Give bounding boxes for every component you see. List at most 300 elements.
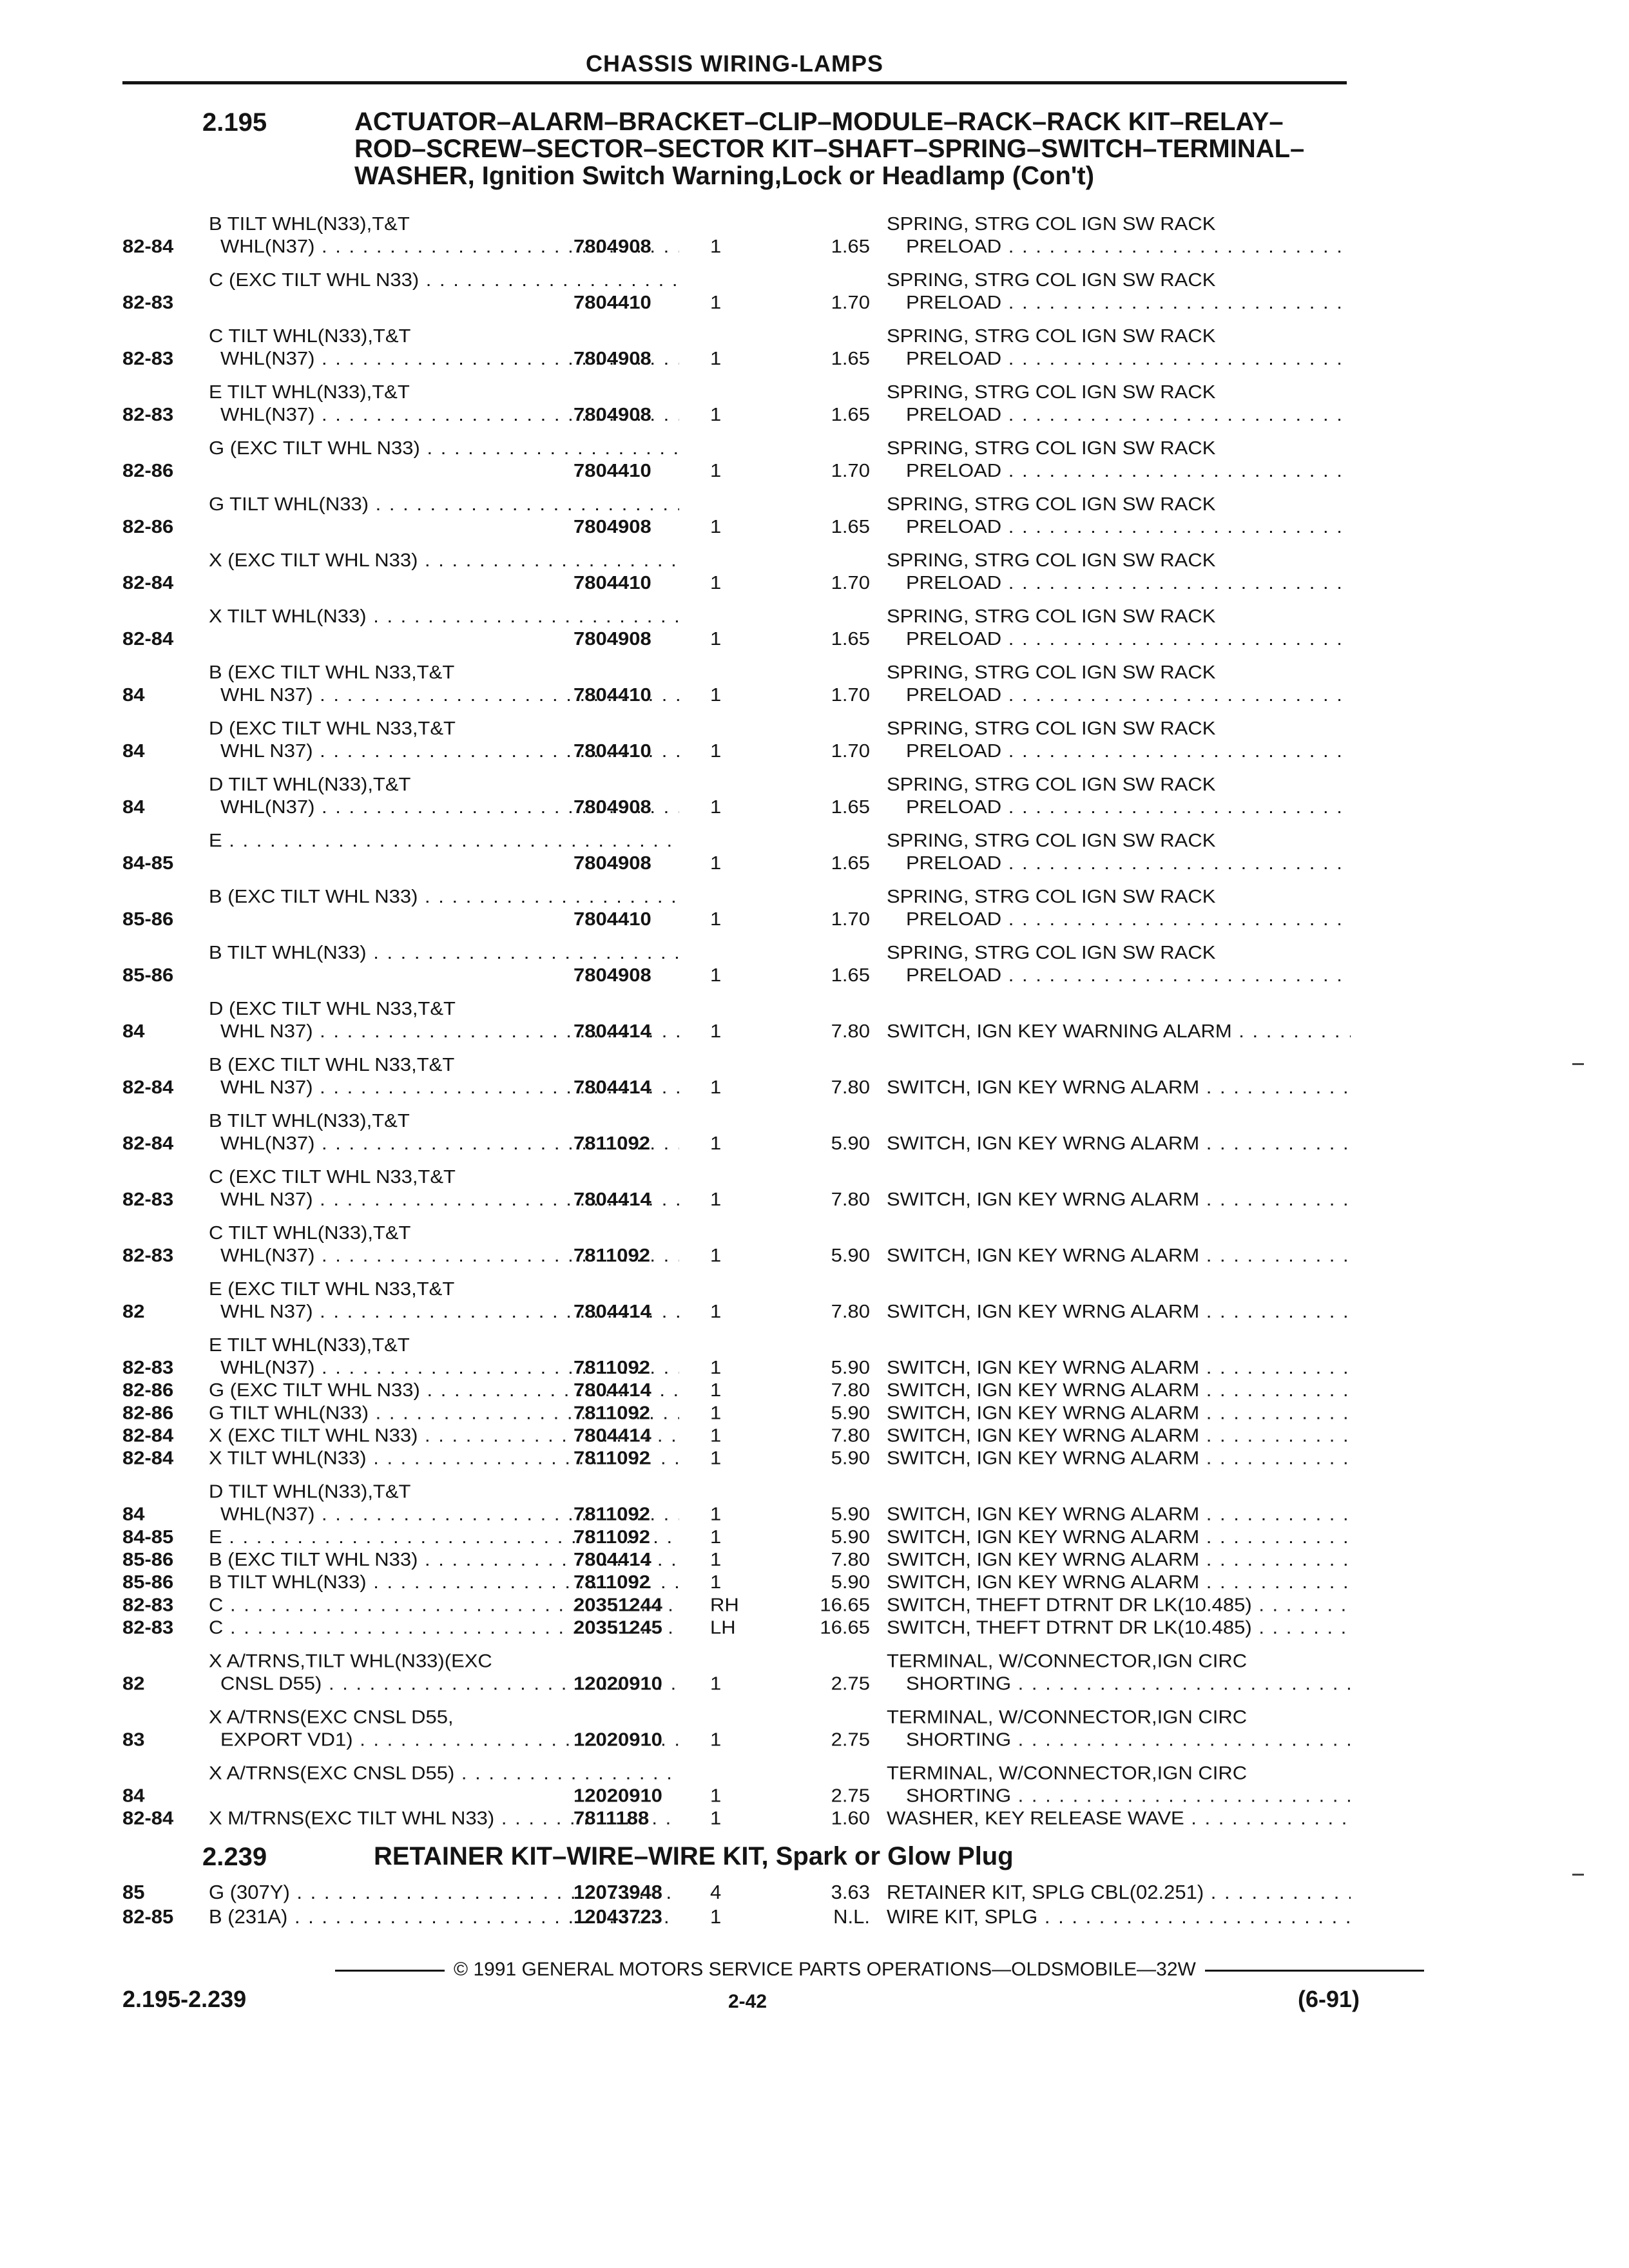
part-number: 7804908 (574, 348, 651, 369)
description-line: WHL(N37) . . . (209, 1132, 679, 1155)
part-name: SWITCH, IGN KEY WRNG ALARM . . . (887, 1132, 1351, 1155)
part-description (887, 1880, 1351, 1905)
part-number: 7804908 (574, 516, 651, 537)
part-name: SPRING, STRG COL IGN SW RACK (887, 829, 1216, 851)
part-name: SPRING, STRG COL IGN SW RACK (887, 605, 1216, 627)
table-row (122, 829, 1360, 874)
part-name-continued: SHORTING . . . (887, 1729, 1351, 1751)
part-number: 7804410 (574, 684, 651, 706)
description-line: WHL N37) . . . (209, 1188, 679, 1211)
part-name-continued: PRELOAD . . . (887, 291, 1351, 314)
price: 5.90 (831, 1402, 870, 1423)
table-row (122, 1401, 1360, 1424)
table-row (122, 1571, 1360, 1593)
table-row (122, 1334, 1360, 1379)
description-line: C (EXC TILT WHL N33,T&T (209, 1166, 456, 1187)
part-number: 7804410 (574, 572, 651, 593)
part-description (887, 717, 1351, 762)
part-name: SPRING, STRG COL IGN SW RACK (887, 493, 1216, 515)
description-line: B (EXC TILT WHL N33) . . . (209, 1548, 679, 1571)
part-name: SPRING, STRG COL IGN SW RACK (887, 325, 1216, 347)
model-years: 82-86 (122, 1379, 174, 1401)
part-name: SPRING, STRG COL IGN SW RACK (887, 941, 1216, 963)
part-description (887, 1188, 1351, 1211)
part-description (887, 269, 1351, 314)
part-name-continued: PRELOAD . . . (887, 684, 1351, 706)
description-line: WHL N37) . . . (209, 1300, 679, 1323)
description-line: X M/TRNS(EXC TILT WHL N33) . . . (209, 1807, 679, 1830)
quantity: 1 (710, 1379, 722, 1401)
part-number: 7811092 (574, 1503, 650, 1525)
part-name: SWITCH, IGN KEY WRNG ALARM . . . (887, 1503, 1351, 1526)
quantity: 1 (710, 292, 722, 313)
quantity: 1 (710, 1245, 722, 1266)
part-number: 12073948 (574, 1881, 662, 1903)
part-name-continued: PRELOAD . . . (887, 852, 1351, 874)
description-line: B TILT WHL(N33) . . . (209, 1571, 679, 1593)
quantity: 1 (710, 1673, 722, 1694)
model-years: 84 (122, 740, 145, 762)
price: 5.90 (831, 1245, 870, 1266)
part-number: 7811188 (574, 1807, 650, 1829)
price: 7.80 (831, 1425, 870, 1446)
table-row (122, 437, 1360, 482)
part-name-continued: SHORTING . . . (887, 1673, 1351, 1695)
part-number: 7804414 (574, 1549, 651, 1570)
part-name: WIRE KIT, SPLG . . . (887, 1905, 1351, 1929)
quantity: 1 (710, 796, 722, 818)
quantity: 1 (710, 1447, 722, 1469)
part-number: 7804908 (574, 236, 651, 257)
quantity: 1 (710, 516, 722, 537)
model-years: 82-84 (122, 1447, 174, 1469)
part-number: 7804410 (574, 908, 651, 930)
description-line: X A/TRNS(EXC CNSL D55, (209, 1706, 454, 1727)
part-name-continued: PRELOAD . . . (887, 796, 1351, 818)
part-name: SWITCH, IGN KEY WRNG ALARM . . . (887, 1548, 1351, 1571)
parts-list-2 (122, 1880, 1360, 1929)
description-line: D TILT WHL(N33),T&T (209, 773, 411, 795)
part-name: TERMINAL, W/CONNECTOR,IGN CIRC (887, 1650, 1248, 1671)
description-line: X (EXC TILT WHL N33) . . . (209, 549, 679, 572)
part-description (887, 213, 1351, 258)
description-line: E (EXC TILT WHL N33,T&T (209, 1278, 455, 1300)
table-row (122, 325, 1360, 370)
description-line: D TILT WHL(N33),T&T (209, 1481, 411, 1502)
part-description (887, 549, 1351, 594)
table-row (122, 1706, 1360, 1751)
description-line: B TILT WHL(N33),T&T (209, 213, 410, 235)
part-description (887, 381, 1351, 426)
part-name: SWITCH, THEFT DTRNT DR LK(10.485) . . . (887, 1593, 1351, 1616)
description-line: WHL(N37) . . . (209, 347, 679, 370)
description-line: E . . . (209, 1526, 679, 1548)
price: 5.90 (831, 1526, 870, 1548)
part-name-continued: PRELOAD . . . (887, 572, 1351, 594)
table-row (122, 1649, 1360, 1695)
quantity: 1 (710, 1729, 722, 1750)
part-number: 7811092 (574, 1133, 650, 1154)
part-description (887, 1244, 1351, 1267)
part-description (887, 1401, 1351, 1424)
copyright: © 1991 GENERAL MOTORS SERVICE PARTS OPERATIONS—OLDSMOBILE—32W (335, 1959, 1424, 1981)
table-row (122, 1481, 1360, 1526)
table-row (122, 1617, 1360, 1639)
part-name: SPRING, STRG COL IGN SW RACK (887, 381, 1216, 403)
part-name-continued: PRELOAD . . . (887, 347, 1351, 370)
part-description (887, 941, 1351, 986)
model-years: 84-85 (122, 852, 174, 874)
part-description (887, 1649, 1351, 1695)
application-description (209, 605, 679, 628)
part-name: SPRING, STRG COL IGN SW RACK (887, 269, 1216, 291)
description-line: WHL N37) . . . (209, 1020, 679, 1043)
model-years: 82-86 (122, 516, 174, 537)
price: 1.60 (831, 1807, 870, 1829)
description-line: B TILT WHL(N33) . . . (209, 941, 679, 964)
description-line: C TILT WHL(N33),T&T (209, 1222, 411, 1244)
model-years: 82-83 (122, 1189, 174, 1210)
part-name-continued: PRELOAD . . . (887, 459, 1351, 482)
part-name: SWITCH, IGN KEY WRNG ALARM . . . (887, 1076, 1351, 1099)
model-years: 82-83 (122, 348, 174, 369)
price: 3.63 (831, 1881, 870, 1903)
part-description (887, 1425, 1351, 1447)
description-line: WHL(N37) . . . (209, 1356, 679, 1379)
part-description (887, 1020, 1351, 1043)
part-name: SWITCH, IGN KEY WRNG ALARM . . . (887, 1244, 1351, 1267)
table-row (122, 1278, 1360, 1323)
table-row (122, 1593, 1360, 1616)
application-description (209, 269, 679, 291)
model-years: 85-86 (122, 1549, 174, 1570)
table-row (122, 1110, 1360, 1155)
model-years: 82-86 (122, 460, 174, 481)
quantity: 1 (710, 1549, 722, 1570)
price: 7.80 (831, 1549, 870, 1570)
price: 1.65 (831, 628, 870, 649)
part-description (887, 1807, 1351, 1830)
price: 5.90 (831, 1447, 870, 1469)
price: 1.70 (831, 908, 870, 930)
model-years: 82-83 (122, 1617, 174, 1638)
table-row (122, 381, 1360, 426)
price: 5.90 (831, 1571, 870, 1593)
description-line: D (EXC TILT WHL N33,T&T (209, 717, 456, 739)
part-name-continued: SHORTING . . . (887, 1785, 1351, 1807)
price: 7.80 (831, 1189, 870, 1210)
part-number: 7811092 (574, 1571, 650, 1593)
table-row (122, 1166, 1360, 1211)
page-number: 2-42 (728, 1991, 767, 2012)
part-name: SWITCH, IGN KEY WRNG ALARM . . . (887, 1188, 1351, 1211)
quantity: 1 (710, 1807, 722, 1829)
description-line: C . . . (209, 1593, 679, 1616)
price: 1.65 (831, 236, 870, 257)
part-description (887, 829, 1351, 874)
table-row (122, 1222, 1360, 1267)
price: 1.70 (831, 572, 870, 593)
part-description (887, 661, 1351, 706)
table-row (122, 1379, 1360, 1401)
table-row (122, 1425, 1360, 1447)
quantity: 1 (710, 348, 722, 369)
price: 7.80 (831, 1379, 870, 1401)
part-number: 7811092 (574, 1245, 650, 1266)
quantity: 1 (710, 1571, 722, 1593)
part-number: 7804414 (574, 1425, 651, 1446)
price: 1.65 (831, 516, 870, 537)
model-years: 82 (122, 1673, 145, 1694)
part-number: 7804908 (574, 965, 651, 986)
application-description (209, 493, 679, 515)
table-row (122, 1447, 1360, 1470)
part-number: 12020910 (574, 1785, 662, 1806)
table-row (122, 661, 1360, 706)
model-years: 82-85 (122, 1905, 174, 1928)
description-line: WHL N37) . . . (209, 1076, 679, 1099)
price: 5.90 (831, 1133, 870, 1154)
price: 1.70 (831, 460, 870, 481)
table-row (122, 1807, 1360, 1830)
description-line: B (EXC TILT WHL N33,T&T (209, 661, 455, 683)
section-number: 2.195 (202, 108, 267, 137)
part-name: SWITCH, THEFT DTRNT DR LK(10.485) . . . (887, 1617, 1351, 1639)
description-line: CNSL D55) . . . (209, 1673, 679, 1695)
part-number: 7804414 (574, 1301, 651, 1322)
part-number: 7811092 (574, 1402, 650, 1423)
part-name: SWITCH, IGN KEY WRNG ALARM . . . (887, 1447, 1351, 1470)
part-description (887, 437, 1351, 482)
part-number: 12020910 (574, 1673, 662, 1694)
part-name: SWITCH, IGN KEY WRNG ALARM . . . (887, 1356, 1351, 1379)
part-description (887, 325, 1351, 370)
table-row (122, 1548, 1360, 1571)
model-years: 82-83 (122, 1594, 174, 1615)
quantity: 1 (710, 1133, 722, 1154)
part-name: SWITCH, IGN KEY WARNING ALARM . . . (887, 1020, 1351, 1043)
price: 7.80 (831, 1077, 870, 1098)
quantity: 1 (710, 1526, 722, 1548)
part-name: SPRING, STRG COL IGN SW RACK (887, 437, 1216, 459)
description-line: X TILT WHL(N33) . . . (209, 1447, 679, 1470)
description-line: D (EXC TILT WHL N33,T&T (209, 997, 456, 1019)
quantity: 1 (710, 460, 722, 481)
part-number: 20351244 (574, 1594, 662, 1615)
description-line: C (EXC TILT WHL N33) . . . (209, 269, 679, 291)
part-description (887, 1706, 1351, 1751)
part-description (887, 1593, 1351, 1616)
page-header (122, 50, 1347, 84)
model-years: 84 (122, 796, 145, 818)
price: 1.65 (831, 852, 870, 874)
table-row (122, 717, 1360, 762)
part-number: 12043723 (574, 1905, 662, 1928)
quantity: 1 (710, 572, 722, 593)
price: 2.75 (831, 1673, 870, 1694)
quantity: 4 (710, 1881, 722, 1903)
model-years: 82 (122, 1301, 145, 1322)
quantity: LH (710, 1617, 736, 1638)
quantity: 1 (710, 740, 722, 762)
application-description (209, 1762, 679, 1784)
table-row (122, 213, 1360, 258)
part-name: SWITCH, IGN KEY WRNG ALARM . . . (887, 1300, 1351, 1323)
table-row (122, 997, 1360, 1043)
model-years: 85-86 (122, 965, 174, 986)
part-name: SPRING, STRG COL IGN SW RACK (887, 213, 1216, 235)
part-name-continued: PRELOAD . . . (887, 740, 1351, 762)
table-row (122, 885, 1360, 930)
description-line: E TILT WHL(N33),T&T (209, 1334, 410, 1356)
part-number: 12020910 (574, 1729, 662, 1750)
part-name-continued: PRELOAD . . . (887, 403, 1351, 426)
part-description (887, 1379, 1351, 1401)
price: 1.65 (831, 796, 870, 818)
model-years: 82-84 (122, 1077, 174, 1098)
quantity: 1 (710, 1785, 722, 1806)
header-rule (122, 81, 1347, 84)
price: 7.80 (831, 1301, 870, 1322)
price: 5.90 (831, 1503, 870, 1525)
quantity: 1 (710, 628, 722, 649)
part-description (887, 1762, 1351, 1807)
page-title: CHASSIS WIRING-LAMPS (585, 50, 883, 77)
price: N.L. (833, 1905, 870, 1928)
description-line: E TILT WHL(N33),T&T (209, 381, 410, 403)
part-number: 7811092 (574, 1526, 650, 1548)
part-name-continued: PRELOAD . . . (887, 628, 1351, 650)
part-description (887, 885, 1351, 930)
model-years: 84 (122, 1785, 145, 1806)
part-description (887, 1300, 1351, 1323)
description-line: X A/TRNS(EXC CNSL D55) . . . (209, 1762, 679, 1784)
table-row (122, 269, 1360, 314)
model-years: 82-83 (122, 292, 174, 313)
part-number: 7804414 (574, 1077, 651, 1098)
quantity: 1 (710, 236, 722, 257)
quantity: 1 (710, 908, 722, 930)
section-number: 2.239 (202, 1843, 267, 1871)
margin-mark (1572, 1063, 1584, 1065)
table-row (122, 1526, 1360, 1548)
description-line: X A/TRNS,TILT WHL(N33)(EXC (209, 1650, 492, 1671)
price: 16.65 (820, 1617, 870, 1638)
price: 1.70 (831, 292, 870, 313)
description-line: C . . . (209, 1617, 679, 1639)
model-years: 82-83 (122, 1357, 174, 1378)
model-years: 82-84 (122, 1807, 174, 1829)
description-line: B (EXC TILT WHL N33) . . . (209, 885, 679, 908)
quantity: 1 (710, 1357, 722, 1378)
part-number: 7804410 (574, 292, 651, 313)
description-line: G (EXC TILT WHL N33) . . . (209, 1379, 679, 1401)
part-description (887, 605, 1351, 650)
part-name: SPRING, STRG COL IGN SW RACK (887, 773, 1216, 795)
quantity: 1 (710, 1301, 722, 1322)
application-description (209, 437, 679, 459)
part-description (887, 493, 1351, 538)
part-name-continued: PRELOAD . . . (887, 964, 1351, 986)
description-line: WHL(N37) . . . (209, 1503, 679, 1526)
part-name-continued: PRELOAD . . . (887, 515, 1351, 538)
revision-date: (6-91) (1297, 1986, 1360, 2012)
part-number: 7804908 (574, 796, 651, 818)
description-line: C TILT WHL(N33),T&T (209, 325, 411, 347)
part-number: 7804908 (574, 852, 651, 874)
price: 5.90 (831, 1357, 870, 1378)
description-line: E . . . (209, 829, 679, 852)
quantity: 1 (710, 1425, 722, 1446)
part-number: 7804410 (574, 460, 651, 481)
part-number: 7804410 (574, 740, 651, 762)
part-number: 7804414 (574, 1379, 651, 1401)
part-description (887, 1503, 1351, 1526)
part-name: SPRING, STRG COL IGN SW RACK (887, 717, 1216, 739)
table-row (122, 549, 1360, 594)
price: 1.65 (831, 404, 870, 425)
table-row (122, 1905, 1360, 1929)
part-description (887, 1076, 1351, 1099)
price: 1.65 (831, 348, 870, 369)
table-row (122, 493, 1360, 538)
table-row (122, 1053, 1360, 1099)
quantity: 1 (710, 852, 722, 874)
model-years: 82-84 (122, 572, 174, 593)
part-name: SWITCH, IGN KEY WRNG ALARM . . . (887, 1425, 1351, 1447)
part-name: TERMINAL, W/CONNECTOR,IGN CIRC (887, 1762, 1248, 1783)
quantity: 1 (710, 1402, 722, 1423)
part-description (887, 773, 1351, 818)
price: 1.65 (831, 965, 870, 986)
description-line: WHL(N37) . . . (209, 796, 679, 818)
parts-list (122, 213, 1360, 1830)
quantity: 1 (710, 1189, 722, 1210)
section-title: ACTUATOR–ALARM–BRACKET–CLIP–MODULE–RACK–RACK KIT–RELAY–ROD–SCREW–SECTOR–SECTOR KIT–SHAFT–SPRING–SWITCH–TERMINAL–WASHER, Ignition Switch Warning,Lock or Headlamp (Con't) (354, 108, 1305, 190)
table-row (122, 1762, 1360, 1807)
description-line: B TILT WHL(N33),T&T (209, 1110, 410, 1131)
price: 2.75 (831, 1785, 870, 1806)
quantity: 1 (710, 1021, 722, 1042)
part-name-continued: PRELOAD . . . (887, 908, 1351, 930)
application-description (209, 941, 679, 964)
model-years: 84 (122, 1021, 145, 1042)
part-number: 20351245 (574, 1617, 662, 1638)
model-years: 82-84 (122, 1425, 174, 1446)
table-row (122, 941, 1360, 986)
description-line: G (EXC TILT WHL N33) . . . (209, 437, 679, 459)
part-description (887, 1548, 1351, 1571)
model-years: 84 (122, 684, 145, 706)
model-years: 84-85 (122, 1526, 174, 1548)
table-row (122, 1880, 1360, 1905)
part-description (887, 1132, 1351, 1155)
part-number: 7811092 (574, 1447, 650, 1469)
price: 1.70 (831, 740, 870, 762)
section-title: RETAINER KIT–WIRE–WIRE KIT, Spark or Glow Plug (374, 1842, 1014, 1870)
price: 2.75 (831, 1729, 870, 1750)
table-row (122, 773, 1360, 818)
model-years: 82-83 (122, 404, 174, 425)
description-line: G TILT WHL(N33) . . . (209, 493, 679, 515)
quantity: 1 (710, 1905, 722, 1928)
part-description (887, 1571, 1351, 1593)
description-line: X (EXC TILT WHL N33) . . . (209, 1425, 679, 1447)
part-name: SWITCH, IGN KEY WRNG ALARM . . . (887, 1379, 1351, 1401)
application-description (209, 885, 679, 908)
part-number: 7804908 (574, 404, 651, 425)
description-line: WHL N37) . . . (209, 740, 679, 762)
